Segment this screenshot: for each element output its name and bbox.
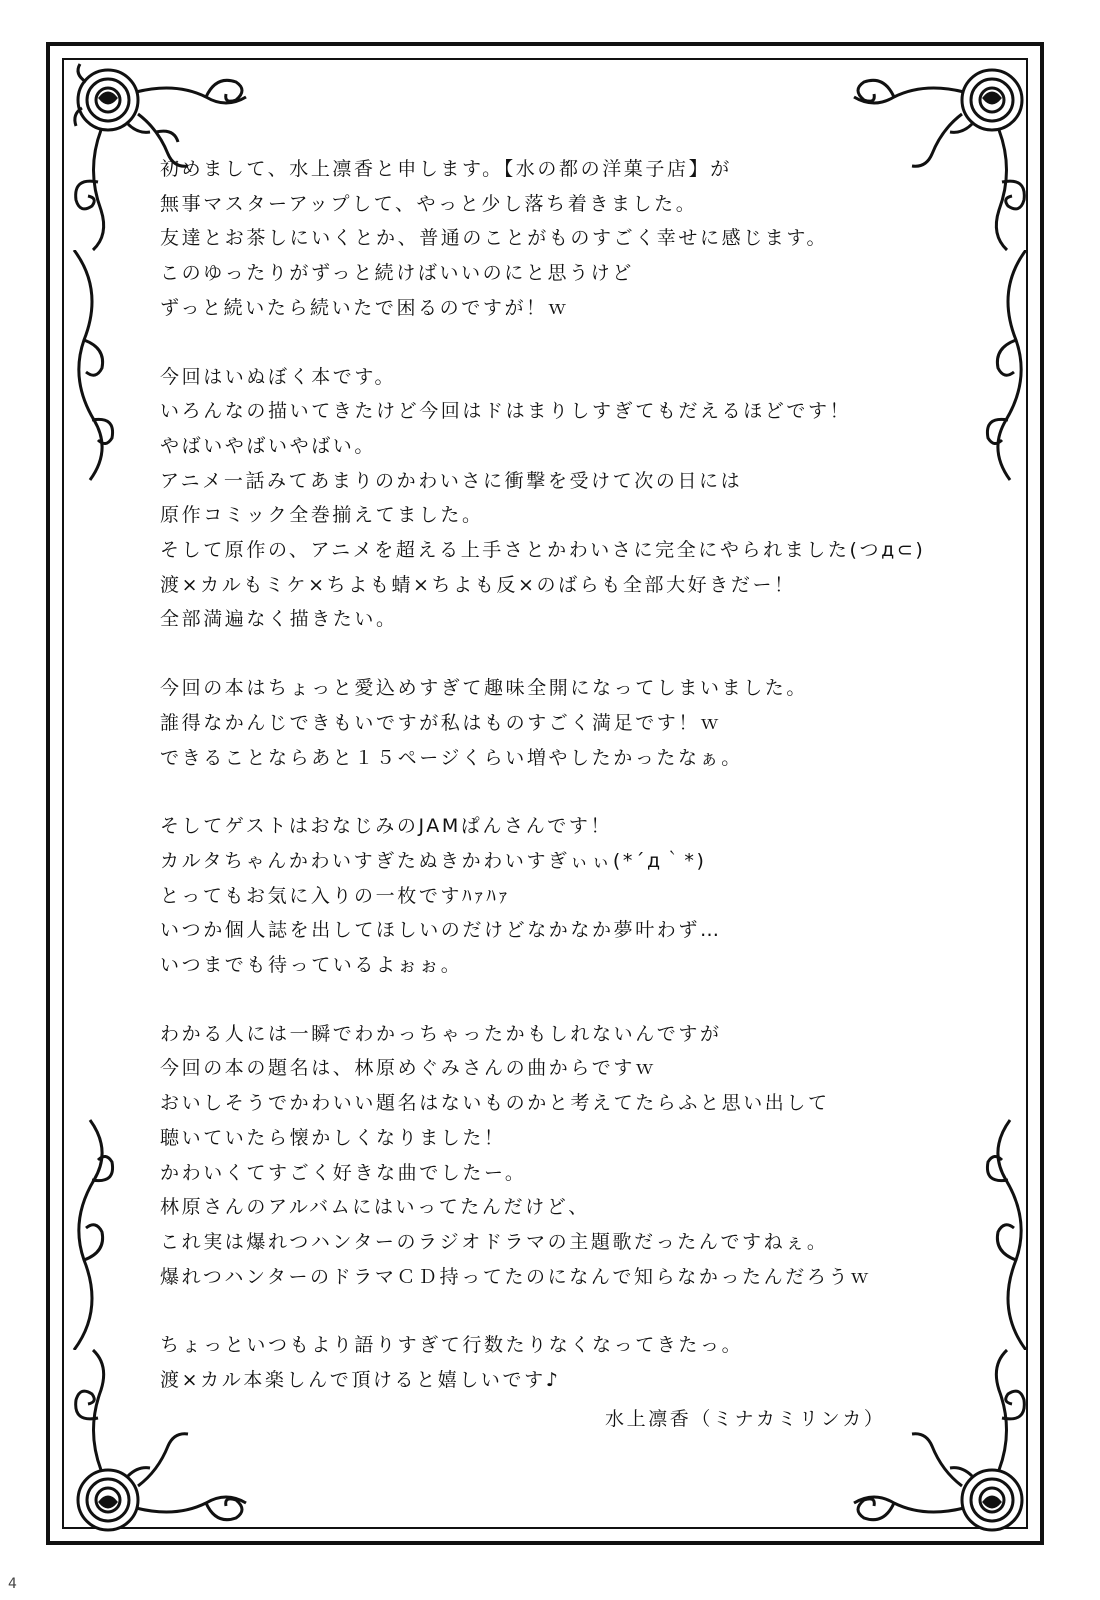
text-line: 友達とお茶しにいくとか、普通のことがものすごく幸せに感じます。 <box>160 227 829 250</box>
text-line: 誰得なかんじできもいですが私はものすごく満足です！ｗ <box>160 711 722 734</box>
text-line: 今回の本の題名は、林原めぐみさんの曲からですｗ <box>160 1057 657 1080</box>
text-line: 渡×カルもミケ×ちよも蜻×ちよも反×のばらも全部大好きだー！ <box>160 573 796 596</box>
text-line: いつまでも待っているよぉぉ。 <box>160 954 463 977</box>
paragraph-closing <box>160 1328 1030 1397</box>
text-line: これ実は爆れつハンターのラジオドラマの主題歌だったんですねぇ。 <box>160 1230 829 1253</box>
author-signature: 水上凛香（ミナカミリンカ） <box>605 1408 886 1430</box>
letter-body <box>160 152 1030 1432</box>
paragraph-book <box>160 360 1030 638</box>
text-line: このゆったりがずっと続けばいいのにと思うけど <box>160 262 634 285</box>
text-line: 渡×カル本楽しんで頂けると嬉しいです♪ <box>160 1369 561 1392</box>
paragraph-intro <box>160 152 1030 326</box>
text-line: 原作コミック全巻揃えてました。 <box>160 504 484 527</box>
text-line: ずっと続いたら続いたで困るのですが！ｗ <box>160 296 570 319</box>
text-line: ちょっといつもより語りすぎて行数たりなくなってきたっ。 <box>160 1334 744 1357</box>
text-line: おいしそうでかわいい題名はないものかと考えてたらふと思い出して <box>160 1092 830 1115</box>
paragraph-title <box>160 1017 1030 1295</box>
text-line: そして原作の、アニメを超える上手さとかわいさに完全にやられました(つд⊂) <box>160 539 926 562</box>
text-line: 林原さんのアルバムにはいってたんだけど、 <box>160 1196 590 1219</box>
text-line: そしてゲストはおなじみのJAMぱんさんです！ <box>160 815 613 838</box>
text-line: 全部満遍なく描きたい。 <box>160 608 398 631</box>
scroll-flourish-icon <box>64 250 124 510</box>
text-line: やばいやばいやばい。 <box>160 434 377 457</box>
paragraph-guest <box>160 809 1030 983</box>
paragraph-content <box>160 671 1030 775</box>
scroll-flourish-icon <box>64 1090 124 1350</box>
text-line: いつか個人誌を出してほしいのだけどなかなか夢叶わず… <box>160 919 722 942</box>
page-number: 4 <box>8 1576 17 1592</box>
text-line: 今回の本はちょっと愛込めすぎて趣味全開になってしまいました。 <box>160 677 809 700</box>
text-line: アニメ一話みてあまりのかわいさに衝撃を受けて次の日には <box>160 469 743 492</box>
text-line: 今回はいぬぼく本です。 <box>160 365 397 388</box>
text-line: とってもお気に入りの一枚ですﾊｧﾊｧ <box>160 884 511 907</box>
text-line: 爆れつハンターのドラマＣＤ持ってたのになんで知らなかったんだろうｗ <box>160 1265 872 1288</box>
text-line: 聴いていたら懐かしくなりました！ <box>160 1126 506 1149</box>
text-line: かわいくてすごく好きな曲でしたー。 <box>160 1161 527 1184</box>
text-line: 無事マスターアップして、やっと少し落ち着きました。 <box>160 192 698 215</box>
text-line: いろんなの描いてきたけど今回はドはまりしすぎてもだえるほどです！ <box>160 400 852 423</box>
text-line: カルタちゃんかわいすぎたぬきかわいすぎぃぃ(*´д｀*) <box>160 849 707 872</box>
text-line: できることならあと１５ページくらい増やしたかったなぁ。 <box>160 746 743 769</box>
text-line: 初めまして、水上凛香と申します。【水の都の洋菓子店】が <box>160 158 732 180</box>
text-line: わかる人には一瞬でわかっちゃったかもしれないんですが <box>160 1022 722 1045</box>
